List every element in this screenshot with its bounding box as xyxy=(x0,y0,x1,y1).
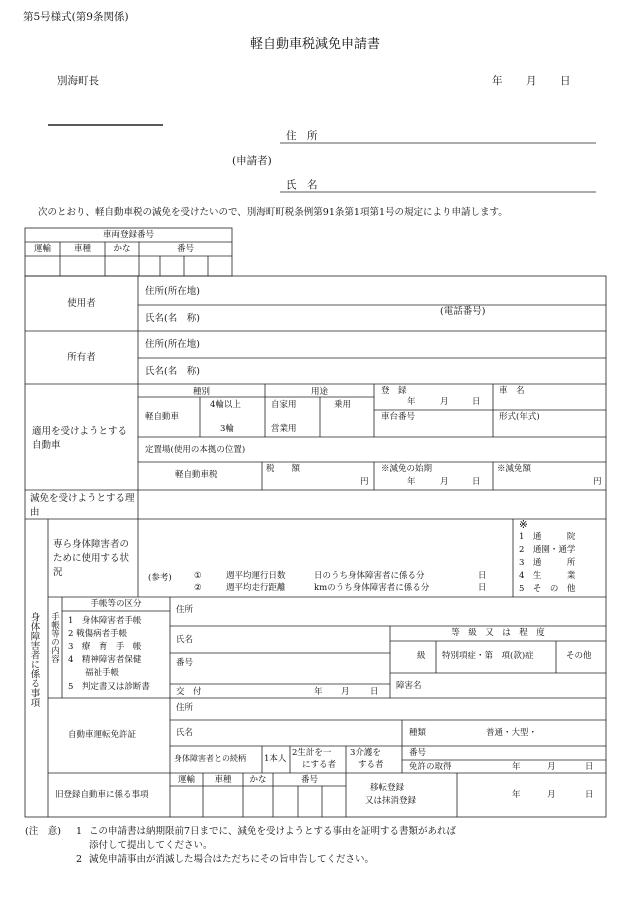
note-2-text: 減免申請事由が消滅した場合はただちにその旨申告してください。 xyxy=(89,854,375,865)
lic-number: 番号 xyxy=(409,748,427,758)
disability-name: 障害名 xyxy=(396,681,422,691)
addressee: 別海町長 xyxy=(57,75,99,87)
vehicle-exempt-day: 日 xyxy=(472,477,481,487)
grade-other: その他 xyxy=(566,651,592,661)
notebook-5: 5 判定書又は診断書 xyxy=(68,682,150,692)
purpose-3: 3 通 所 xyxy=(519,558,576,568)
date-year-label: 年 xyxy=(492,75,503,87)
grade-special: 特別項症・第 項(款)症 xyxy=(442,651,534,661)
notebook-side-label: 手帳等の内容 xyxy=(49,612,60,663)
grade-kyu: 級 xyxy=(417,651,426,661)
nb-name: 氏名 xyxy=(176,635,194,645)
lic-acquired: 免許の取得 xyxy=(409,762,452,772)
owner-name: 氏名(名 称) xyxy=(145,366,200,377)
user-address: 住所(所在地) xyxy=(145,286,200,297)
ref1-mid: 日のうち身体障害者に係る分 xyxy=(314,571,425,581)
vehicle-private: 自家用 xyxy=(271,400,297,410)
vehicle-chassis: 車台番号 xyxy=(381,412,416,422)
lic-year: 年 xyxy=(512,762,521,772)
reason-label: 減免を受けようとする理由 xyxy=(30,493,135,518)
vehicle-four-wheel: 4輪以上 xyxy=(210,400,241,410)
notebook-header: 手帳等の区分 xyxy=(90,599,142,609)
lic-livelihood-1: 2生計を一 xyxy=(292,748,332,758)
owner-address: 住所(所在地) xyxy=(145,339,200,350)
ref2-unit: 日 xyxy=(478,583,487,593)
ref2-num: ② xyxy=(194,583,202,593)
vehicle-reg-header: 車両登録番号 xyxy=(102,230,154,240)
date-month-label: 月 xyxy=(526,75,537,87)
nb-address: 住所 xyxy=(176,605,194,615)
notebook-4: 4 精神障害者保健 xyxy=(68,655,142,665)
user-label: 使用者 xyxy=(67,298,96,309)
lic-care-1: 3介護を xyxy=(350,748,381,758)
user-phone: (電話番号) xyxy=(440,306,486,317)
nb-year: 年 xyxy=(314,687,323,697)
notebook-3: 3 療 育 手 帳 xyxy=(68,642,142,652)
vehicle-three-wheel: 3輪 xyxy=(220,424,234,434)
ref1-unit: 日 xyxy=(478,571,487,581)
note-2-num: 2 xyxy=(76,854,83,865)
old-bango: 番号 xyxy=(300,775,318,785)
old-kana: かな xyxy=(249,775,267,785)
nb-issue: 交 付 xyxy=(176,687,202,697)
lic-address: 住所 xyxy=(176,703,194,713)
vehicle-business: 営業用 xyxy=(271,424,297,434)
vehicle-model: 形式(年式) xyxy=(499,412,540,422)
vehicle-garage: 定置場(使用の本拠の位置) xyxy=(145,445,246,455)
lic-type-val: 普通・大型・ xyxy=(486,728,538,738)
vehicle-reg-bango: 番号 xyxy=(176,244,194,254)
vehicle-reg-month: 月 xyxy=(440,397,449,407)
nb-number: 番号 xyxy=(176,658,194,668)
old-month: 月 xyxy=(547,790,556,800)
vehicle-reg-day: 日 xyxy=(472,397,481,407)
ref1-num: ① xyxy=(194,571,202,581)
lic-name: 氏名 xyxy=(176,728,194,738)
purpose-mark: ※ xyxy=(519,519,528,531)
lic-care-2: する者 xyxy=(358,760,384,770)
situation-label: 専ら身体障害者のために使用する状況 xyxy=(53,539,130,578)
ref2-mid: kmのうち身体障害者に係る分 xyxy=(314,583,430,593)
old-unyu: 運輸 xyxy=(177,775,195,785)
ref-label: (参考) xyxy=(148,573,172,583)
lic-day: 日 xyxy=(585,762,594,772)
date-day-label: 日 xyxy=(560,75,571,87)
vehicle-use-header: 用途 xyxy=(310,387,328,397)
notebook-2: 2 戦傷病者手帳 xyxy=(68,629,128,639)
vehicle-reg-year: 年 xyxy=(407,397,416,407)
license-label: 自動車運転免許証 xyxy=(68,730,137,740)
applicant-address-label: 住 所 xyxy=(286,130,318,142)
grade-header: 等 級 又 は 程 度 xyxy=(451,628,545,638)
vehicle-car-name: 車 名 xyxy=(499,386,525,396)
vehicle-exempt-amount: ※減免額 xyxy=(497,464,532,474)
vehicle-label: 適用を受けようとする自動車 xyxy=(32,426,128,451)
notebook-4b: 福祉手帳 xyxy=(68,668,120,678)
disability-side-label: 身体障害者に係る事項 xyxy=(28,612,40,707)
purpose-5: 5 そ の 他 xyxy=(519,584,576,594)
purpose-2: 2 通園・通学 xyxy=(519,545,576,555)
lic-self: 1本人 xyxy=(264,754,287,764)
old-transfer-1: 移転登録 xyxy=(370,783,405,793)
nb-day: 日 xyxy=(370,687,379,697)
old-transfer-2: 又は抹消登録 xyxy=(365,796,417,806)
vehicle-reg-shashu: 車種 xyxy=(73,244,91,254)
applicant-name-label: 氏 名 xyxy=(286,179,318,191)
form-number: 第5号様式(第9条関係) xyxy=(23,11,129,23)
vehicle-exempt-yen: 円 xyxy=(593,477,602,487)
vehicle-kei-tax: 軽自動車税 xyxy=(175,470,218,480)
applicant-label: (申請者) xyxy=(232,155,272,167)
vehicle-tax-yen: 円 xyxy=(360,477,369,487)
form-title: 軽自動車税減免申請書 xyxy=(249,37,380,52)
intro-text: 次のとおり、軽自動車税の減免を受けたいので、別海町町税条例第91条第1項第1号の規定により申請します。 xyxy=(38,207,508,218)
lic-livelihood-2: にする者 xyxy=(302,760,337,770)
vehicle-reg-unyu: 運輸 xyxy=(33,244,51,254)
note-1-cont: 添付して提出してください。 xyxy=(89,840,213,851)
lic-relation: 身体障害者との続柄 xyxy=(174,754,246,763)
vehicle-exempt-month: 月 xyxy=(440,477,449,487)
old-vehicle-label: 旧登録自動車に係る事項 xyxy=(55,790,149,800)
notes-label: (注 意) xyxy=(25,826,61,837)
vehicle-kei: 軽自動車 xyxy=(145,412,180,422)
vehicle-exempt-year: 年 xyxy=(407,477,416,487)
owner-label: 所有者 xyxy=(67,352,96,363)
lic-month: 月 xyxy=(547,762,556,772)
old-day: 日 xyxy=(585,790,594,800)
old-year: 年 xyxy=(512,790,521,800)
vehicle-registration: 登 録 xyxy=(381,386,407,396)
old-shashu: 車種 xyxy=(214,775,232,785)
user-name: 氏名(名 称) xyxy=(145,313,200,324)
note-1-num: 1 xyxy=(76,826,83,837)
nb-month: 月 xyxy=(341,687,350,697)
purpose-1: 1 通 院 xyxy=(519,532,576,542)
ref1-text: 週平均運行日数 xyxy=(226,571,286,581)
lic-type: 種類 xyxy=(409,728,427,738)
vehicle-passenger: 乗用 xyxy=(334,400,352,410)
vehicle-exempt-start: ※減免の始期 xyxy=(381,464,433,474)
ref2-text: 週平均走行距離 xyxy=(226,583,286,593)
vehicle-tax-amount: 税 額 xyxy=(266,464,301,474)
purpose-4: 4 生 業 xyxy=(519,571,576,581)
notebook-1: 1 身体障害者手帳 xyxy=(68,616,142,626)
note-1-text: この申請書は納期限前7日までに、減免を受けようとする事由を証明する書類があれば xyxy=(89,826,457,837)
vehicle-type-header: 種別 xyxy=(192,387,210,397)
vehicle-reg-kana: かな xyxy=(113,244,131,254)
